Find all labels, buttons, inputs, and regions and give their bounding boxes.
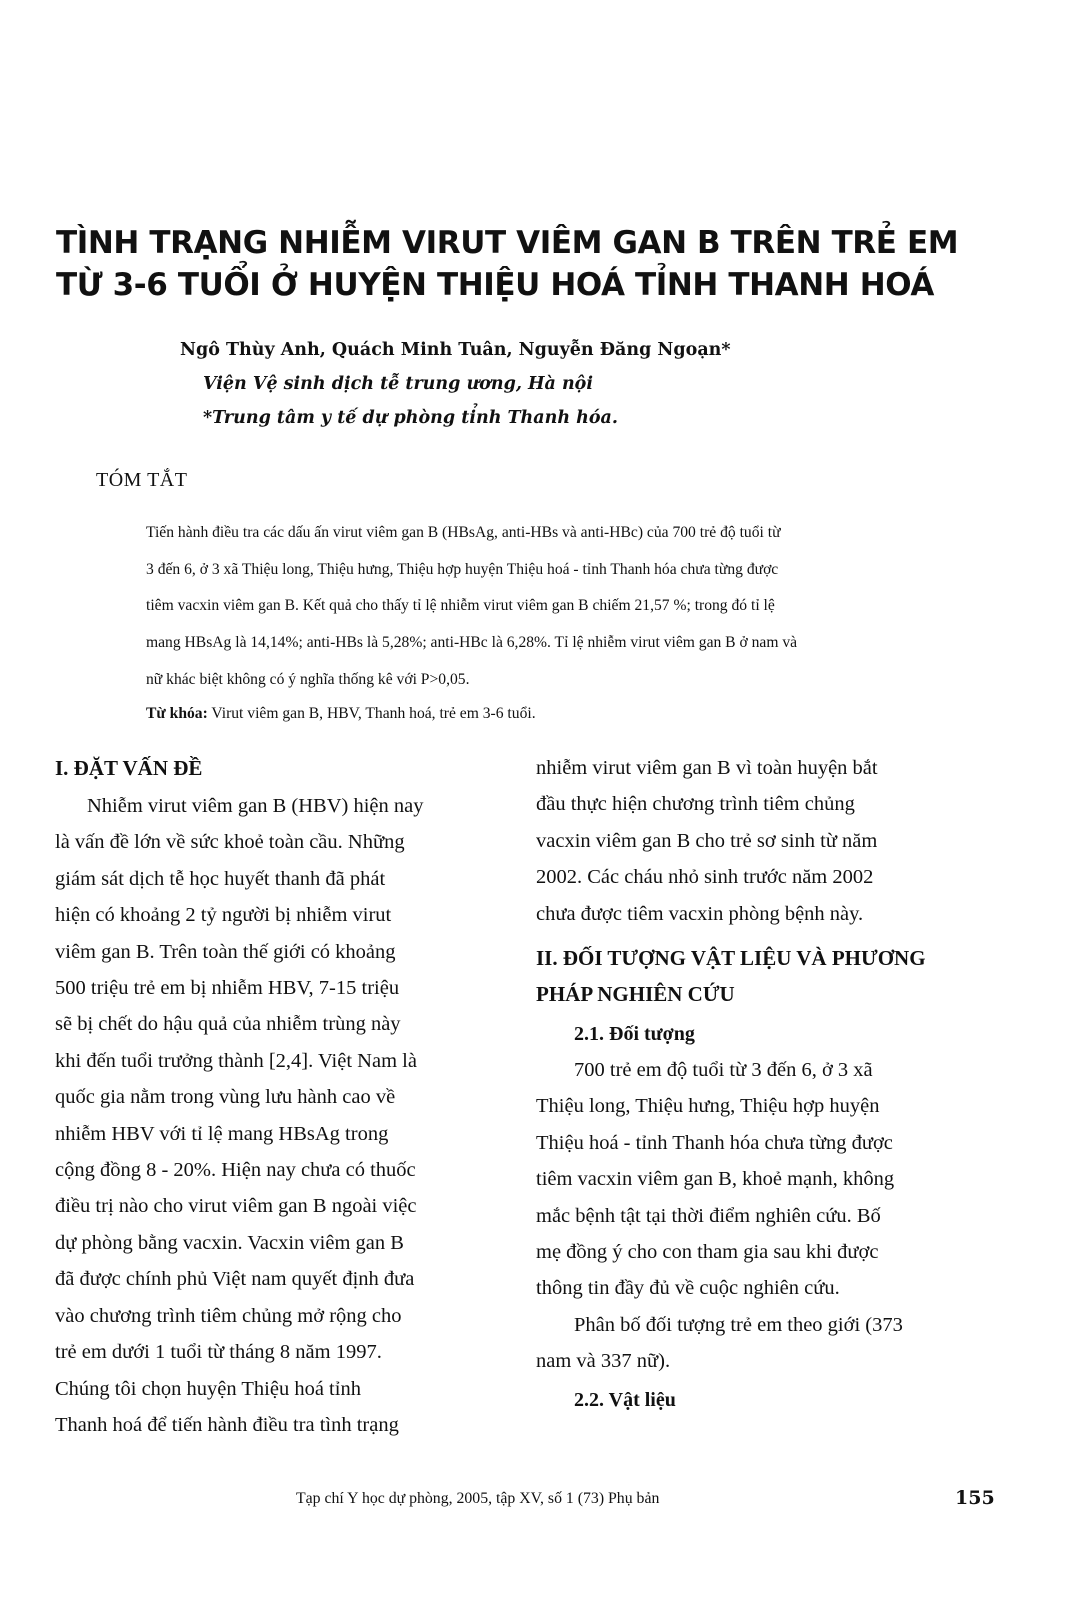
body-line: 2002. Các cháu nhỏ sinh trước năm 2002: [536, 866, 874, 889]
body-line: khi đến tuổi trưởng thành [2,4]. Việt Nam là: [55, 1049, 417, 1072]
keywords: [146, 699, 986, 729]
abstract-line: nữ khác biệt không có ý nghĩa thống kê với P>0,05.: [146, 670, 470, 688]
body-line: Thiệu hoá - tỉnh Thanh hóa chưa từng được: [536, 1131, 893, 1154]
section-2-heading-line: II. ĐỐI TƯỢNG VẬT LIỆU VÀ PHƯƠNG: [536, 946, 926, 971]
section-2-heading-line: PHÁP NGHIÊN CỨU: [536, 982, 735, 1007]
title-line-1: TÌNH TRẠNG NHIỄM VIRUT VIÊM GAN B TRÊN TRẺ EM: [56, 225, 959, 261]
body-line: đầu thực hiện chương trình tiêm chủng: [536, 793, 855, 816]
body-line: quốc gia nằm trong vùng lưu hành cao về: [55, 1086, 396, 1109]
abstract-line: mang HBsAg là 14,14%; anti-HBs là 5,28%; anti-HBc là 6,28%. Tỉ lệ nhiễm virut viêm gan B ở nam và: [146, 634, 798, 652]
body-line: Nhiễm virut viêm gan B (HBV) hiện nay: [87, 795, 424, 817]
body-line: tiêm vacxin viêm gan B, khoẻ mạnh, không: [536, 1168, 895, 1191]
section-1-continued: [536, 750, 986, 932]
title-line-2: TỪ 3-6 TUỔI Ở HUYỆN THIỆU HOÁ TỈNH THANH HOÁ: [56, 267, 934, 303]
body-line: là vấn đề lớn về sức khoẻ toàn cầu. Những: [55, 831, 405, 854]
body-line: thông tin đầy đủ về cuộc nghiên cứu.: [536, 1277, 840, 1300]
body-line: đã được chính phủ Việt nam quyết định đưa: [55, 1268, 415, 1291]
abstract: [146, 515, 986, 729]
body-line: cộng đồng 8 - 20%. Hiện nay chưa có thuốc: [55, 1159, 416, 1182]
body-line: mẹ đồng ý cho con tham gia sau khi được: [536, 1241, 879, 1264]
section-1-heading: I. ĐẶT VẤN ĐỀ: [55, 756, 203, 780]
affiliation-1: Viện Vệ sinh dịch tễ trung ương, Hà nội: [203, 374, 594, 394]
abstract-heading: TÓM TẮT: [96, 469, 188, 491]
body-line: Thiệu long, Thiệu hưng, Thiệu hợp huyện: [536, 1095, 880, 1118]
abstract-line: Tiến hành điều tra các dấu ấn virut viêm gan B (HBsAg, anti-HBs và anti-HBc) của 700 trẻ độ tuổi từ: [146, 524, 781, 541]
body-line: Phân bố đối tượng trẻ em theo giới (373: [574, 1313, 903, 1336]
body-line: nhiễm virut viêm gan B vì toàn huyện bắt: [536, 757, 878, 779]
body-line: trẻ em dưới 1 tuổi từ tháng 8 năm 1997.: [55, 1341, 382, 1364]
body-line: sẽ bị chết do hậu quả của nhiễm trùng này: [55, 1013, 401, 1036]
left-column: [55, 750, 505, 1443]
article-title: [56, 222, 959, 306]
abstract-body: [146, 515, 986, 699]
body-line: 700 trẻ em độ tuổi từ 3 đến 6, ở 3 xã: [574, 1059, 873, 1082]
body-line: mắc bệnh tật tại thời điểm nghiên cứu. Bố: [536, 1204, 881, 1227]
author-list: Ngô Thùy Anh, Quách Minh Tuân, Nguyễn Đăng Ngoạn*: [180, 340, 731, 360]
section-1-body: [55, 788, 505, 1443]
keywords-text: Virut viêm gan B, HBV, Thanh hoá, trẻ em 3-6 tuổi.: [207, 704, 536, 722]
body-line: hiện có khoảng 2 tỷ người bị nhiễm virut: [55, 904, 392, 927]
abstract-line: 3 đến 6, ở 3 xã Thiệu long, Thiệu hưng, Thiệu hợp huyện Thiệu hoá - tỉnh Thanh hóa chưa từng được: [146, 560, 779, 578]
body-line: giám sát dịch tễ học huyết thanh đã phát: [55, 867, 386, 890]
body-line: vào chương trình tiêm chủng mở rộng cho: [55, 1304, 402, 1327]
journal-citation: Tạp chí Y học dự phòng, 2005, tập XV, số 1 (73) Phụ bản: [296, 1490, 660, 1507]
keywords-label: Từ khóa:: [146, 704, 208, 722]
subsection-2-1-heading: 2.1. Đối tượng: [574, 1023, 695, 1046]
body-line: chưa được tiêm vacxin phòng bệnh này.: [536, 902, 864, 925]
affiliation-2: *Trung tâm y tế dự phòng tỉnh Thanh hóa.: [203, 408, 618, 428]
body-line: Thanh hoá để tiến hành điều tra tình trạng: [55, 1413, 399, 1436]
section-2-heading: [536, 940, 986, 1012]
body-line: vacxin viêm gan B cho trẻ sơ sinh từ năm: [536, 829, 878, 852]
page-number: 155: [955, 1487, 995, 1509]
body-line: nam và 337 nữ).: [536, 1350, 671, 1373]
body-line: Chúng tôi chọn huyện Thiệu hoá tỉnh: [55, 1377, 361, 1400]
body-line: dự phòng bằng vacxin. Vacxin viêm gan B: [55, 1231, 404, 1254]
body-line: nhiễm HBV với tỉ lệ mang HBsAg trong: [55, 1122, 389, 1145]
abstract-line: tiêm vacxin viêm gan B. Kết quả cho thấy tỉ lệ nhiễm virut viêm gan B chiếm 21,57 %; trong đó tỉ lệ: [146, 597, 775, 615]
right-column: [536, 750, 986, 1418]
subsection-2-2-heading: 2.2. Vật liệu: [574, 1388, 676, 1411]
body-line: điều trị nào cho virut viêm gan B ngoài việc: [55, 1195, 417, 1218]
subsection-2-1-body: [536, 1052, 986, 1380]
body-line: viêm gan B. Trên toàn thế giới có khoảng: [55, 940, 396, 963]
body-line: 500 triệu trẻ em bị nhiễm HBV, 7-15 triệu: [55, 977, 400, 1000]
